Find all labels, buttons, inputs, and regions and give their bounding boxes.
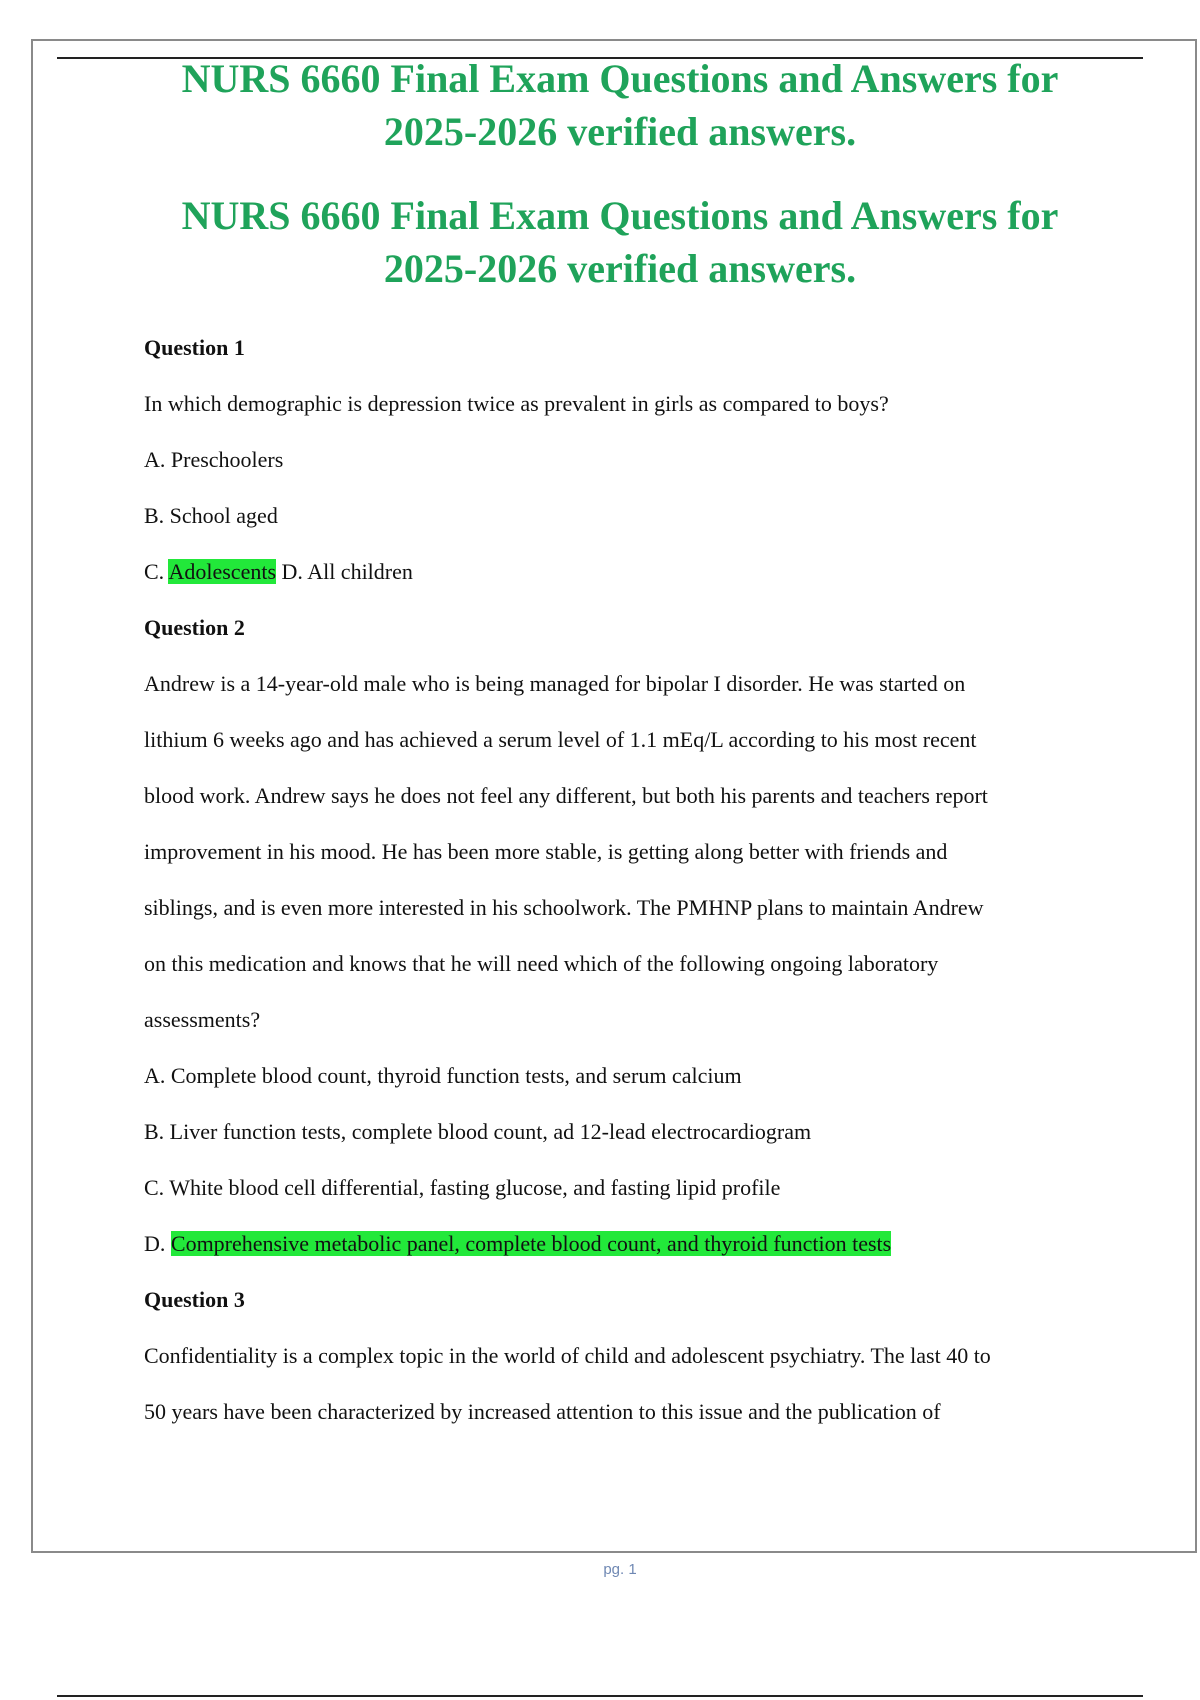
question-3 — [144, 1272, 1094, 1440]
question-stem-line: on this medication and knows that he will need which of the following ongoing laboratory — [144, 951, 939, 976]
question-stem-line: lithium 6 weeks ago and has achieved a serum level of 1.1 mEq/L according to his most recent — [144, 727, 977, 752]
option-b: B. School aged — [144, 503, 278, 528]
option-d-prefix: D. — [144, 1231, 166, 1256]
question-stem-line: assessments? — [144, 1007, 261, 1032]
question-stem-line: siblings, and is even more interested in his schoolwork. The PMHNP plans to maintain Andrew — [144, 895, 984, 920]
option-a: A. Preschoolers — [144, 447, 284, 472]
highlighted-correct-answer: Comprehensive metabolic panel, complete blood count, and thyroid function tests — [170, 1231, 892, 1256]
option-c-prefix: C. — [144, 559, 165, 584]
option-c-d-line — [144, 544, 1094, 600]
document-subtitle-line-2: 2025-2026 verified answers. — [383, 246, 857, 291]
question-heading: Question 3 — [144, 1287, 245, 1312]
document-title-line-1: NURS 6660 Final Exam Questions and Answers for — [181, 56, 1059, 101]
question-stem-line: blood work. Andrew says he does not feel any different, but both his parents and teachers report — [144, 783, 988, 808]
question-stem-line: In which demographic is depression twice as prevalent in girls as compared to boys? — [144, 391, 889, 416]
option-c: C. White blood cell differential, fasting glucose, and fasting lipid profile — [144, 1175, 781, 1200]
document-subtitle — [80, 189, 1160, 295]
page-number: pg. 1 — [603, 1561, 637, 1578]
document-subtitle-line-1: NURS 6660 Final Exam Questions and Answers for — [181, 193, 1059, 238]
option-b: B. Liver function tests, complete blood count, ad 12-lead electrocardiogram — [144, 1119, 812, 1144]
highlighted-correct-answer: Adolescents — [168, 559, 277, 584]
option-d: D. All children — [281, 559, 413, 584]
question-stem-line: 50 years have been characterized by increased attention to this issue and the publication of — [144, 1399, 941, 1424]
question-1 — [144, 320, 1094, 600]
question-2 — [144, 600, 1094, 1272]
document-body — [144, 320, 1094, 1440]
question-stem-line: improvement in his mood. He has been more stable, is getting along better with friends and — [144, 839, 948, 864]
question-heading: Question 1 — [144, 335, 245, 360]
option-d-line — [144, 1216, 1094, 1272]
document-title — [80, 52, 1160, 158]
option-a: A. Complete blood count, thyroid function tests, and serum calcium — [144, 1063, 742, 1088]
question-heading: Question 2 — [144, 615, 245, 640]
question-stem-line: Andrew is a 14-year-old male who is being managed for bipolar I disorder. He was started on — [144, 671, 966, 696]
document-title-line-2: 2025-2026 verified answers. — [383, 109, 857, 154]
bottom-rule — [57, 1695, 1143, 1697]
question-stem-line: Confidentiality is a complex topic in the world of child and adolescent psychiatry. The last 40 to — [144, 1343, 991, 1368]
